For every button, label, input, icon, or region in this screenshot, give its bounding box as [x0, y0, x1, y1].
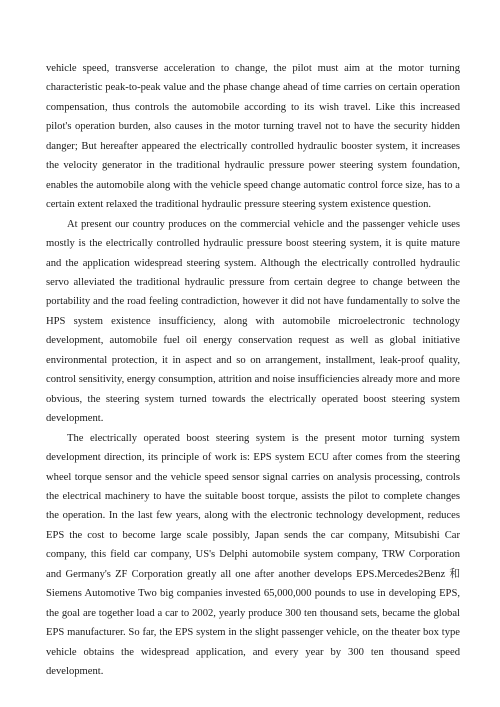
paragraph-3: The electrically operated boost steering system is the present motor turning system development direction, its principle of work is: EPS system ECU after comes from the steering wheel torque sensor and the vehicle speed sensor signal carries on analysis processing, controls the electrical machinery to have the suitable boost torque, assists the pilot to complete changes the operation. In the last few years, along with the electronic technology development, reduces EPS the cost to become large scale possibly, Japan sends the car company, Mitsubishi Car company, this field car company, US's Delphi automobile system company, TRW Corporation and Germany's ZF Corporation greatly all one after another develops EPS.Mercedes2Benz 和 Siemens Automotive Two big companies invested 65,000,000 pounds to use in developing EPS, the goal are together load a car to 2002, yearly produce 300 ten thousand sets, became the global EPS manufacturer. So far, the EPS system in the slight passenger vehicle, on the theater box type vehicle obtains the widespread application, and every year by 300 ten thousand speed development.	[46, 432, 460, 678]
paragraph-2: At present our country produces on the commercial vehicle and the passenger vehicle uses mostly is the electrically controlled hydraulic pressure boost steering system, it is quite mature and the application widespread steering system. Although the electrically controlled hydraulic servo alleviated the traditional hydraulic pressure from certain degree to change between the portability and the road feeling contradiction, however it did not have fundamentally to solve the HPS system existence insufficiency, along with automobile microelectronic technology development, automobile fuel oil energy conservation request as well as global initiative environmental protection, it in aspect and so on arrangement, installment, leak-proof quality, control sensitivity, energy consumption, attrition and noise insufficiencies already more and more obvious, the steering system turned towards the electrically operated boost steering system development.	[46, 218, 460, 425]
body-text	[46, 59, 460, 682]
paragraph-1: vehicle speed, transverse acceleration to change, the pilot must aim at the motor turning characteristic peak-to-peak value and the phase change ahead of time carries on certain operation compensation, thus controls the automobile according to its wish travel. Like this increased pilot's operation burden, also causes in the motor turning travel not to have the security hidden danger; But hereafter appeared the electrically controlled hydraulic booster system, it increases the velocity generator in the traditional hydraulic pressure power steering system foundation, enables the automobile along with the vehicle speed change automatic control force size, has to a certain extent relaxed the traditional hydraulic pressure steering system existence question.	[46, 63, 460, 211]
